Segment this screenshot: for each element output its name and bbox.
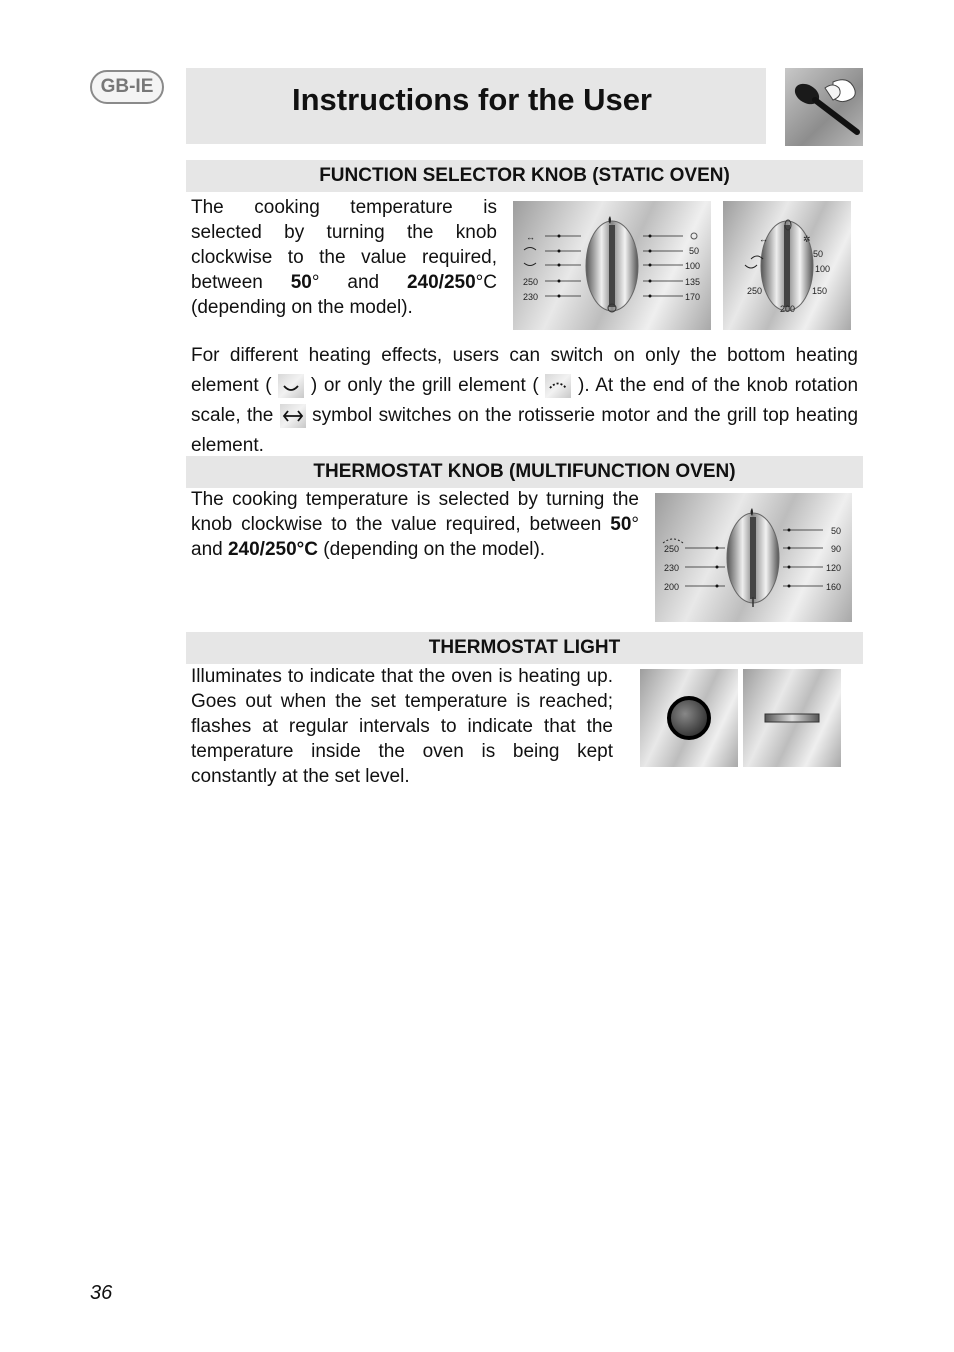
bar-thermostat-light-panel — [743, 669, 841, 767]
knob-c-label: 200 — [664, 582, 680, 592]
text-segment: (depending on the model). — [317, 539, 546, 560]
min-temp-value: 50 — [610, 514, 632, 535]
title-bar — [186, 68, 766, 144]
section-heading-thermostat-light: THERMOSTAT LIGHT — [186, 632, 863, 664]
page-number: 36 — [90, 1282, 113, 1304]
knob-b-label: 50 — [813, 249, 824, 259]
bottom-heating-element-icon — [278, 374, 304, 398]
knob-a-label: 250 — [523, 277, 539, 287]
knob-a-label: 230 — [523, 292, 539, 302]
multifunction-thermostat-knob-panel — [655, 493, 852, 622]
round-light-icon — [669, 698, 709, 738]
knob-c-label: 50 — [831, 526, 842, 536]
text-segment: ° and — [191, 514, 639, 560]
round-thermostat-light-panel — [640, 669, 738, 767]
thermostat-light-paragraph: Illuminates to indicate that the oven is heating up. Goes out when the set temperature is reached; flashes at regular intervals to indicate that the temperature inside the oven is being kept constantly at the set level. — [191, 666, 613, 787]
static-oven-knob-panel-a — [513, 201, 711, 330]
bar-light-icon — [765, 714, 819, 722]
section-heading-thermostat-knob: THERMOSTAT KNOB (MULTIFUNCTION OVEN) — [186, 456, 863, 488]
thermostat-knob-paragraph — [191, 487, 639, 562]
grill-element-icon — [545, 374, 571, 398]
knob-c-label: 120 — [826, 563, 842, 573]
max-temp-value: 240/250°C — [227, 539, 318, 560]
text-segment: The cooking temperature is selected by turning the knob clockwise to the value required, between — [191, 197, 497, 293]
static-oven-knob-panel-b — [723, 201, 851, 330]
knob-a-label: 135 — [685, 277, 701, 287]
svg-text:✲: ✲ — [803, 234, 811, 244]
rotisserie-icon — [280, 404, 306, 428]
text-segment: ). At the end of the knob rotation scale, the — [191, 375, 859, 426]
function-selector-paragraph — [191, 195, 497, 320]
knob-c-label: 90 — [831, 544, 842, 554]
knob-b-label: 150 — [812, 286, 828, 296]
chef-spoon-icon — [785, 68, 863, 146]
svg-text:↔: ↔ — [526, 232, 535, 242]
min-temp-value: 50 — [290, 272, 312, 293]
knob-a-label: 50 — [689, 246, 700, 256]
svg-text:↔: ↔ — [759, 234, 768, 244]
section-heading-function-selector: FUNCTION SELECTOR KNOB (STATIC OVEN) — [186, 160, 863, 192]
text-segment: For different heating effects, users can switch on only the bottom heating element ( — [191, 345, 858, 396]
knob-b-label: 250 — [747, 286, 763, 296]
knob-c-label: 160 — [826, 582, 842, 592]
language-badge: GB-IE — [90, 70, 164, 104]
knob-b-label: 200 — [780, 304, 796, 314]
knob-c-label: 230 — [664, 563, 680, 573]
max-temp-value: 240/250 — [406, 272, 476, 293]
text-segment: The cooking temperature is selected by turning the knob clockwise to the value required, between — [191, 489, 639, 535]
text-segment: ° and — [311, 272, 407, 293]
heating-effects-paragraph — [191, 341, 858, 461]
knob-c-label: 250 — [664, 544, 680, 554]
page-title: Instructions for the User — [292, 82, 652, 117]
text-segment: ) or only the grill element ( — [310, 375, 539, 396]
knob-b-label: 100 — [815, 264, 831, 274]
text-segment: symbol switches on the rotisserie motor and the grill top heating element. — [191, 405, 859, 456]
knob-a-label: 100 — [685, 261, 701, 271]
text-segment: °C (depending on the model). — [191, 272, 497, 318]
knob-a-label: 170 — [685, 292, 701, 302]
